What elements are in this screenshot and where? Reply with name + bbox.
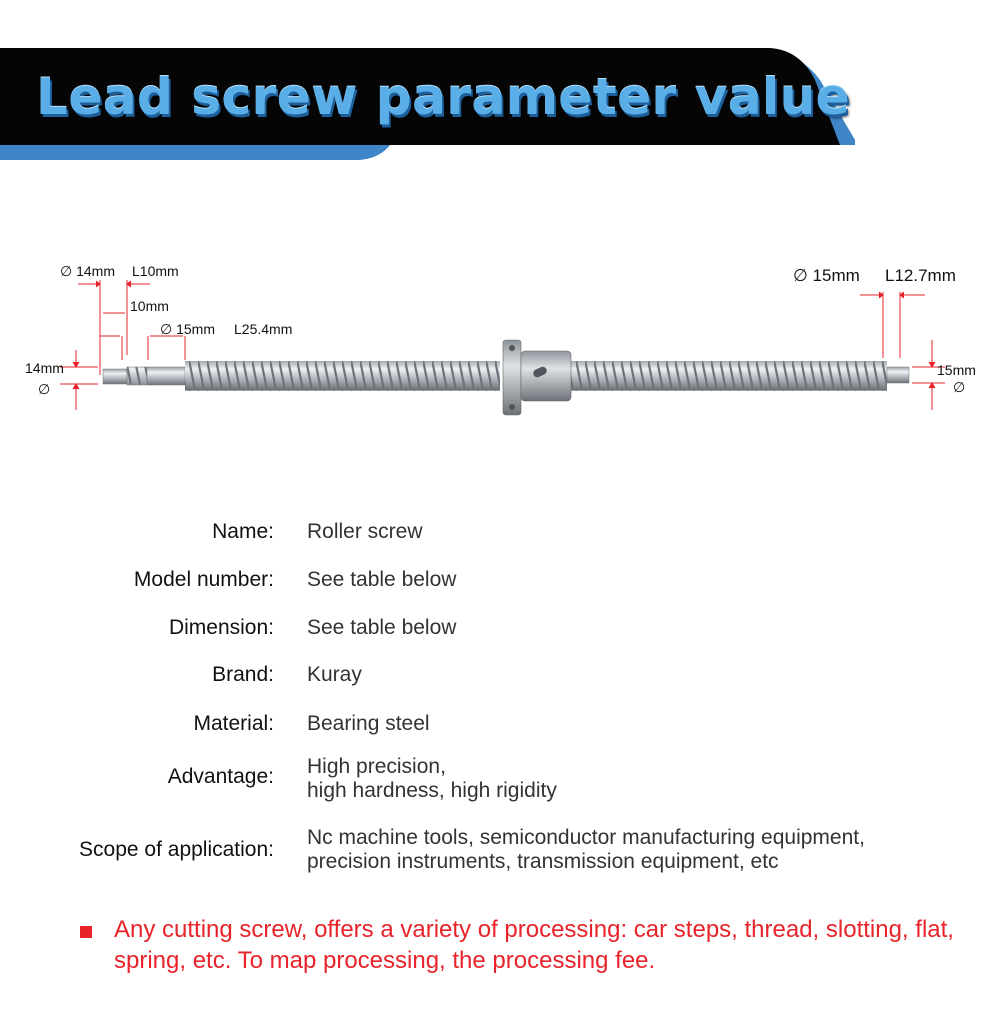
spec-value-line2: precision instruments, transmission equipment, etc xyxy=(307,850,779,873)
threaded-shaft-right xyxy=(570,361,887,391)
left-length-label: L10mm xyxy=(132,263,179,279)
right-side-symbol: ∅ xyxy=(953,379,966,395)
right-dimension-lines xyxy=(860,292,945,410)
shaft-right-end xyxy=(887,367,909,383)
spec-value: See table below xyxy=(307,616,457,639)
spec-value: Bearing steel xyxy=(307,712,430,735)
spec-label: Advantage: xyxy=(167,765,274,788)
threaded-shaft-left xyxy=(185,361,500,391)
left-diameter-label: ∅ 14mm xyxy=(60,263,115,279)
left-diameter2-label: ∅ 15mm xyxy=(160,321,215,337)
left-gap-label: 10mm xyxy=(130,298,169,314)
right-length-label: L12.7mm xyxy=(885,266,956,285)
spec-label: Dimension: xyxy=(168,616,274,639)
shaft-left-end xyxy=(103,367,185,385)
page-title: Lead screw parameter value xyxy=(36,68,851,126)
left-side-symbol: ∅ xyxy=(38,381,51,397)
right-side-diameter: 15mm xyxy=(937,362,976,378)
spec-value-line2: high hardness, high rigidity xyxy=(307,779,557,802)
right-diameter-label: ∅ 15mm xyxy=(793,266,860,285)
spec-label: Material: xyxy=(193,712,274,735)
left-length2-label: L25.4mm xyxy=(234,321,293,337)
spec-label: Model number: xyxy=(133,568,274,591)
spec-label: Scope of application: xyxy=(79,838,274,861)
square-bullet-icon xyxy=(80,926,92,938)
spec-value: Roller screw xyxy=(307,520,423,543)
processing-note-text: Any cutting screw, offers a variety of processing: car steps, thread, slotting, flat, spring, etc. To map processing, the processing fee. xyxy=(114,916,954,974)
left-side-diameter: 14mm xyxy=(25,360,64,376)
spec-label: Name: xyxy=(212,520,274,543)
spec-value: See table below xyxy=(307,568,457,591)
lead-screw-diagram xyxy=(0,240,1000,440)
ball-nut xyxy=(503,340,571,415)
header-banner xyxy=(0,40,1000,170)
spec-label: Brand: xyxy=(212,663,274,686)
spec-value: Kuray xyxy=(307,663,362,686)
spec-value-line1: High precision, xyxy=(307,755,446,778)
spec-value-line1: Nc machine tools, semiconductor manufacturing equipment, xyxy=(307,826,865,849)
